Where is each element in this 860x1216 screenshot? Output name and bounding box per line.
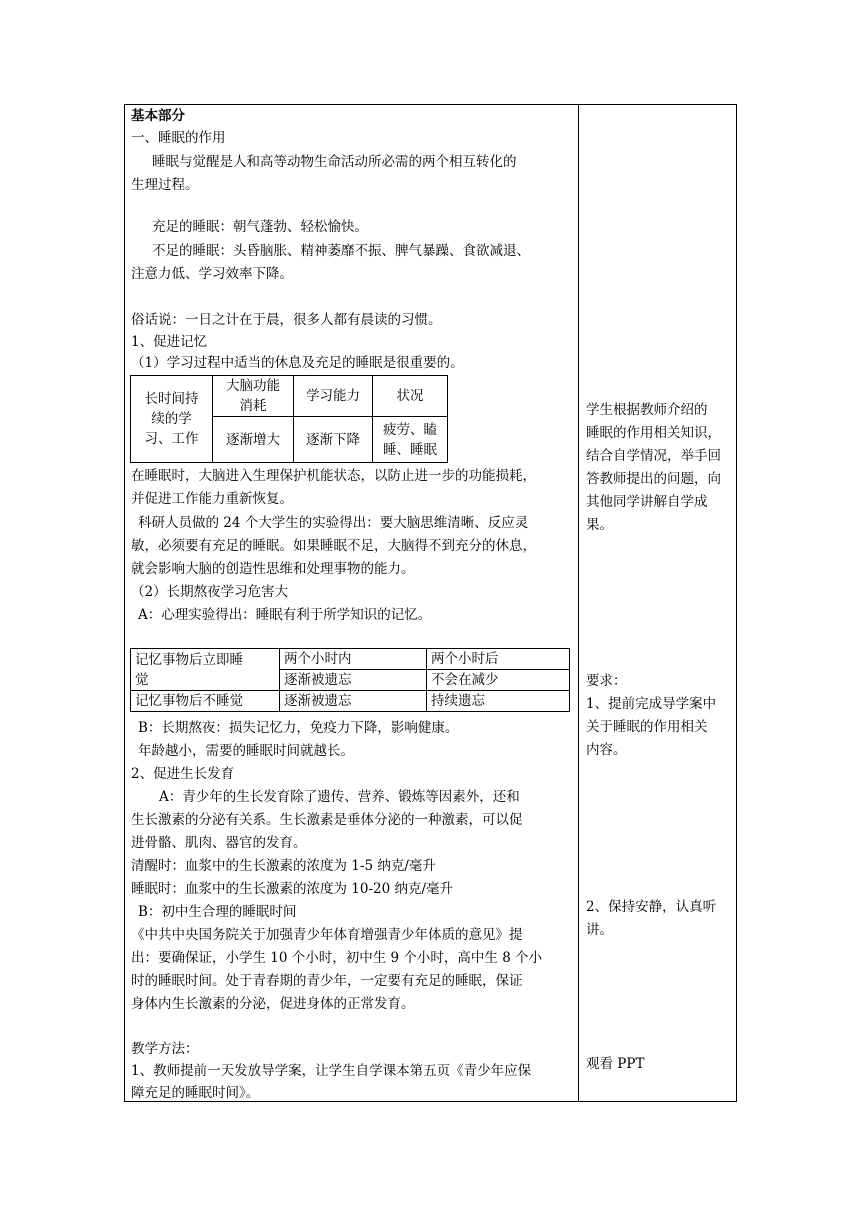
paragraph-line: 时的睡眠时间。处于青春期的青少年，一定要有充足的睡眠，保证 — [131, 973, 523, 989]
paragraph-line: 出：要确保证，小学生 10 个小时，初中生 9 个小时，高中生 8 个小 — [131, 950, 543, 966]
student-activity-line: 其他同学讲解自学成 — [586, 494, 708, 510]
student-activity-line: 学生根据教师介绍的 — [586, 402, 708, 418]
memory-point-2: （2）长期熬夜学习危害大 — [131, 584, 289, 600]
requirement-line: 1、提前完成导学案中 — [586, 696, 717, 712]
table-cell: 大脑功能 消耗 — [213, 376, 294, 417]
table-cell: 逐渐被遗忘 — [280, 691, 427, 712]
work-effect-table — [130, 375, 448, 463]
memory-point-1: （1）学习过程中适当的休息及充足的睡眠是很重要的。 — [131, 355, 464, 371]
paragraph-line: A：青少年的生长发育除了遗传、营养、锻炼等因素外，还和 — [159, 789, 520, 805]
requirement-line: 2、保持安静，认真听 — [586, 899, 717, 915]
memory-title: 1、促进记忆 — [131, 334, 208, 350]
asleep-hormone-text: 睡眠时：血浆中的生长激素的浓度为 10-20 纳克/毫升 — [131, 881, 454, 897]
paragraph-line: 敏，必须要有充足的睡眠。如果睡眠不足，大脑得不到充分的休息， — [131, 538, 536, 554]
paragraph-line: 《中共中央国务院关于加强青少年体育增强青少年体质的意见》提 — [131, 927, 523, 943]
student-activity-line: 结合自学情况，举手回 — [586, 448, 721, 464]
table-cell: 状况 — [373, 376, 448, 417]
paragraph-line: 科研人员做的 24 个大学生的实验得出：要大脑思维清晰、反应灵 — [138, 515, 529, 531]
method-title: 教学方法： — [131, 1041, 199, 1057]
paragraph-line: 1、教师提前一天发放导学案，让学生自学课本第五页《青少年应保 — [131, 1063, 532, 1079]
memory-point-2b: B：长期熬夜：损失记忆力，免疫力下降，影响健康。 — [138, 720, 459, 736]
age-note: 年龄越小，需要的睡眠时间就越长。 — [138, 743, 354, 759]
table-cell: 逐渐下降 — [294, 417, 373, 463]
growth-title: 2、促进生长发育 — [131, 766, 235, 782]
paragraph-line: 睡眠与觉醒是人和高等动物生命活动所必需的两个相互转化的 — [152, 154, 517, 170]
enough-sleep-text: 充足的睡眠：朝气蓬勃、轻松愉快。 — [152, 219, 368, 235]
table-cell: 逐渐被遗忘 — [280, 670, 427, 691]
requirement-line: 关于睡眠的作用相关 — [586, 719, 708, 735]
column-divider — [578, 105, 579, 1101]
paragraph-line: 在睡眠时，大脑进入生理保护机能状态，以防止进一步的功能损耗， — [131, 468, 536, 484]
table-cell: 两个小时内 — [280, 649, 427, 670]
paragraph-line: 注意力低、学习效率下降。 — [131, 266, 293, 282]
student-activity-line: 睡眠的作用相关知识， — [586, 425, 721, 441]
table-cell: 持续遗忘 — [427, 691, 570, 712]
paragraph-line: 生理过程。 — [131, 177, 199, 193]
table-cell: 不会在减少 — [427, 670, 570, 691]
paragraph-line: 并促进工作能力重新恢复。 — [131, 491, 293, 507]
student-activity-line: 答教师提出的问题，向 — [586, 471, 721, 487]
requirement-line: 内容。 — [586, 742, 627, 758]
table-cell: 长时间持 续的学 习、工作 — [131, 376, 213, 463]
table-cell: 学习能力 — [294, 376, 373, 417]
paragraph-line: 就会影响大脑的创造性思维和处理事物的能力。 — [131, 561, 415, 577]
watch-ppt-text: 观看 PPT — [586, 1056, 645, 1072]
table-cell: 记忆事物后立即睡 觉 — [131, 649, 280, 691]
paragraph-line: 障充足的睡眠时间》。 — [131, 1085, 260, 1101]
table-cell: 疲劳、瞌 睡、睡眠 — [373, 417, 448, 463]
table-cell: 逐渐增大 — [213, 417, 294, 463]
table-cell: 两个小时后 — [427, 649, 570, 670]
proverb-text: 俗话说：一日之计在于晨，很多人都有晨读的习惯。 — [131, 312, 442, 328]
paragraph-line: 身体内生长激素的分泌，促进身体的正常发育。 — [131, 996, 415, 1012]
memory-table — [130, 648, 570, 712]
awake-hormone-text: 清醒时：血浆中的生长激素的浓度为 1-5 纳克/毫升 — [131, 858, 436, 874]
requirement-line: 讲。 — [586, 922, 613, 938]
table-cell: 记忆事物后不睡觉 — [131, 691, 280, 712]
paragraph-line: 不足的睡眠：头昏脑胀、精神萎靡不振、脾气暴躁、食欲减退、 — [152, 243, 530, 259]
memory-point-2a: A：心理实验得出：睡眠有利于所学知识的记忆。 — [138, 607, 432, 623]
section-1-title: 一、睡眠的作用 — [131, 130, 226, 146]
student-activity-line: 果。 — [586, 517, 613, 533]
growth-point-b: B：初中生合理的睡眠时间 — [138, 904, 297, 920]
requirements-title: 要求： — [586, 673, 627, 689]
paragraph-line: 生长激素的分泌有关系。生长激素是垂体分泌的一种激素，可以促 — [131, 812, 523, 828]
paragraph-line: 进骨骼、肌肉、器官的发育。 — [131, 835, 307, 851]
section-title: 基本部分 — [131, 108, 185, 124]
